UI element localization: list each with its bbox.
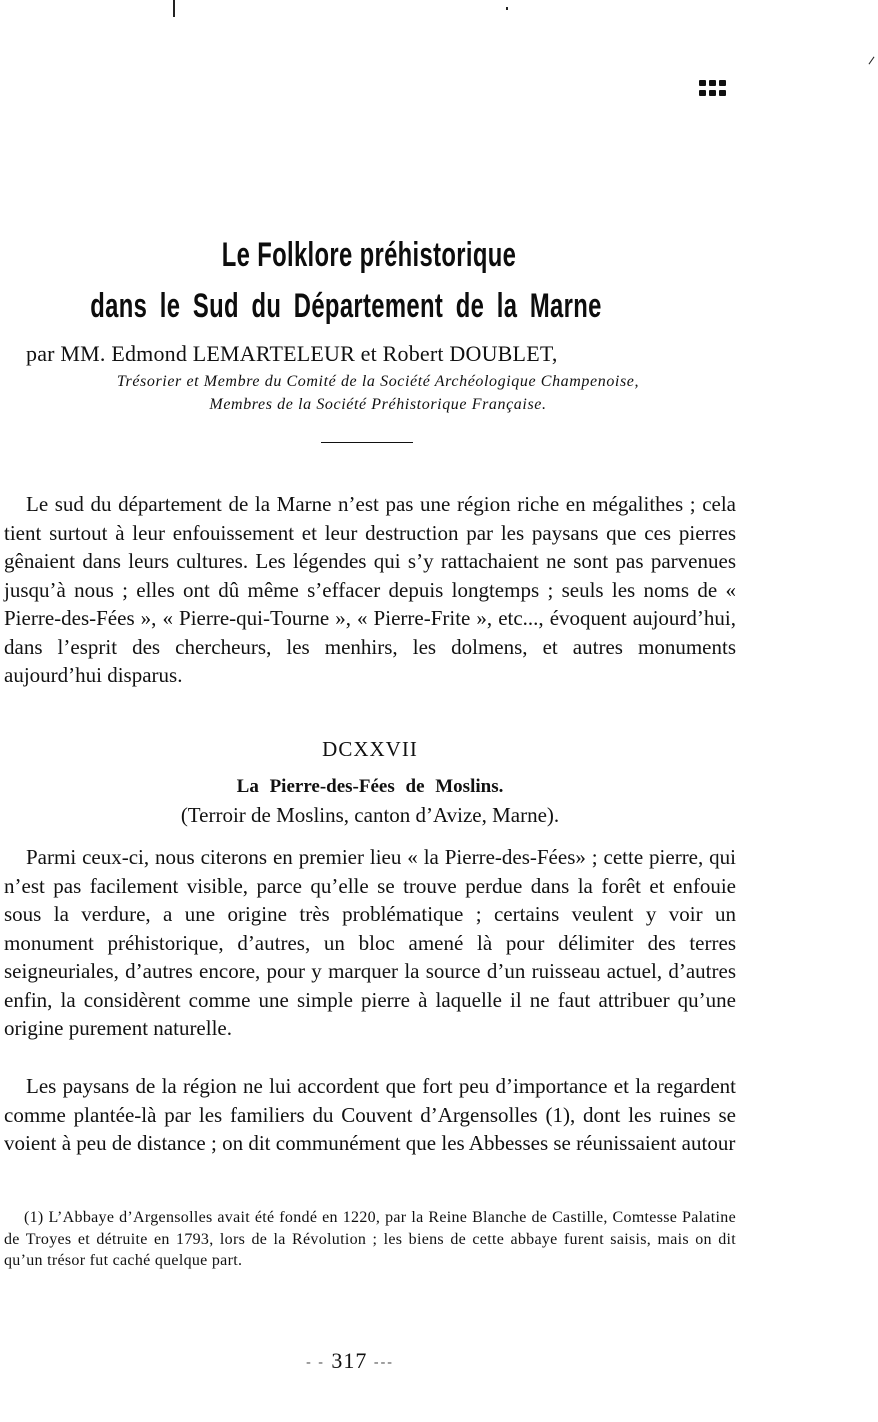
section-subheading: (Terroir de Moslins, canton d’Avize, Marne). <box>180 803 560 827</box>
footnote <box>4 1207 736 1272</box>
body-paragraph-text: Parmi ceux-ci, nous citerons en premier lieu « la Pierre-des-Fées» ; cette pierre, qui n’est pas facilement visible, parce qu’elle se trouve perdue dans la forêt et enfouie sous la verdure, a une origine très problématique ; certains veulent y voir un monument préhistorique, d’autres, un bloc amené là pour délimiter des terres seigneuriales, d’autres encore, pour y marquer la source d’un ruisseau actuel, d’autres enfin, la considèrent comme une simple pierre à laquelle il ne faut attribuer qu’une origine purement naturelle. <box>4 845 736 1040</box>
article-title-line-2: dans le Sud du Département de la Marne <box>90 287 602 325</box>
intro-paragraph-text: Le sud du département de la Marne n’est pas une région riche en mégalithes ; cela tient surtout à leur enfouissement et leur destruction par les paysans que ces pierres gênaient dans leurs cultures. Les légendes qui s’y rattachaient ne sont pas parvenues jusqu’à nous ; elles ont dû même s’effacer depuis longtemps ; seuls les noms de « Pierre-des-Fées », « Pierre-qui-Tourne », « Pierre-Frite », etc..., évoquent aujourd’hui, dans l’esprit des chercheurs, les menhirs, les dolmens, et autres monuments aujourd’hui disparus. <box>4 492 736 687</box>
section-heading: La Pierre-des-Fées de Moslins. <box>236 776 504 797</box>
section-number: DCXXVII <box>322 737 418 761</box>
scan-speck <box>869 57 875 65</box>
footnote-text: (1) L’Abbaye d’Argensolles avait été fondé en 1220, par la Reine Blanche de Castille, Comtesse Palatine de Troyes et détruite en 1793, lors de la Révolution ; les biens de cette abbaye furent saisis, mais on dit qu’un trésor fut caché quelque part. <box>4 1209 736 1269</box>
scan-speck <box>506 7 508 10</box>
printer-ornament-icon <box>699 80 729 98</box>
page-folio <box>0 1348 700 1374</box>
title-divider <box>321 442 413 443</box>
body-paragraph <box>4 1072 736 1158</box>
body-paragraph <box>4 843 736 1043</box>
intro-paragraph <box>4 490 736 690</box>
scan-speck <box>173 0 175 17</box>
author-byline: par MM. Edmond LEMARTELEUR et Robert DOUBLET, <box>26 341 558 366</box>
page-number: 317 <box>331 1348 368 1373</box>
author-affiliation-1: Trésorier et Membre du Comité de la Société Archéologique Champenoise, <box>116 373 640 390</box>
author-affiliation-2: Membres de la Société Préhistorique Française. <box>209 396 547 413</box>
body-paragraph-text: Les paysans de la région ne lui accordent que fort peu d’importance et la regardent comme plantée-là par les familiers du Couvent d’Argensolles (1), dont les ruines se voient à peu de distance ; on dit communément que les Abbesses se réunissaient autour <box>4 1074 736 1155</box>
article-title-line-1: Le Folklore préhistorique <box>221 236 517 274</box>
folio-right-dashes: --- <box>373 1354 394 1370</box>
folio-left-dashes: - - <box>306 1354 325 1370</box>
